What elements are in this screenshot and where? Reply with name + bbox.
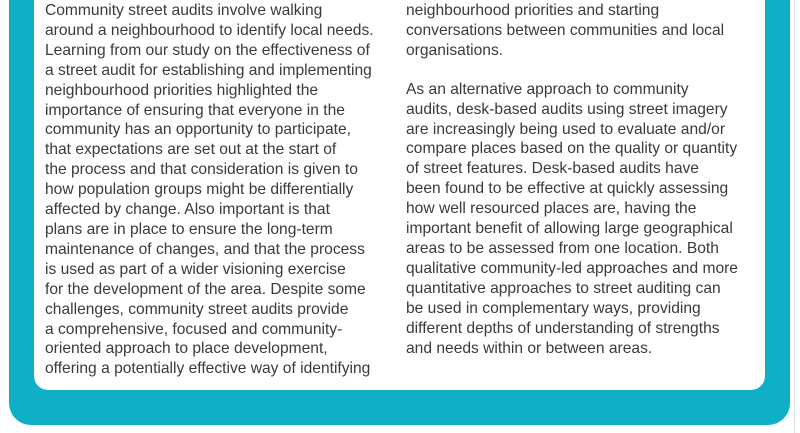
text-line: Learning from our study on the effectiveness of xyxy=(45,41,370,59)
text-line: conversations between communities and local xyxy=(406,21,725,39)
text-line: be used in complementary ways, providing xyxy=(406,299,701,317)
text-line: importance of ensuring that everyone in the xyxy=(45,101,345,119)
text-line: a comprehensive, focused and community- xyxy=(45,320,343,338)
text-line: that expectations are set out at the start of xyxy=(45,141,337,159)
text-line: audits, desk-based audits using street imagery xyxy=(406,100,728,118)
text-line: neighbourhood priorities highlighted the xyxy=(45,81,319,99)
text-line: been found to be effective at quickly assessing xyxy=(406,180,729,198)
text-line: important benefit of allowing large geographical xyxy=(406,220,733,238)
text-line: plans are in place to ensure the long-term xyxy=(45,220,333,238)
text-line: oriented approach to place development, xyxy=(45,340,328,358)
text-line: how well resourced places are, having the xyxy=(406,200,697,218)
paragraph-desk-based-audits xyxy=(406,80,756,359)
paragraph-continuation xyxy=(406,1,756,61)
text-line: areas to be assessed from one location. Both xyxy=(406,239,719,257)
right-column xyxy=(406,1,756,377)
text-line: neighbourhood priorities and starting xyxy=(406,2,660,19)
text-line: and needs within or between areas. xyxy=(406,339,653,357)
text-line: As an alternative approach to community xyxy=(406,80,689,98)
text-line: of street features. Desk-based audits have xyxy=(406,160,699,178)
text-line: qualitative community-led approaches and more xyxy=(406,259,738,277)
text-line: how population groups might be differentially xyxy=(45,181,354,199)
paragraph-community-audits xyxy=(45,1,395,379)
text-line: are increasingly being used to evaluate and/or xyxy=(406,120,726,138)
text-line: offering a potentially effective way of identifying xyxy=(45,360,371,378)
text-line: organisations. xyxy=(406,41,504,59)
text-line: is used as part of a wider visioning exercise xyxy=(45,260,346,278)
text-line: compare places based on the quality or quantity xyxy=(406,140,738,158)
text-line: around a neighbourhood to identify local needs. xyxy=(45,21,374,39)
text-line: a street audit for establishing and implementing xyxy=(45,61,372,79)
text-line: the process and that consideration is given to xyxy=(45,161,358,179)
text-line: community has an opportunity to participate, xyxy=(45,121,351,139)
text-line: Community street audits involve walking xyxy=(45,2,323,19)
text-line: affected by change. Also important is that xyxy=(45,201,330,219)
text-line: challenges, community street audits provide xyxy=(45,300,349,318)
text-line: different depths of understanding of strengths xyxy=(406,319,720,337)
text-line: quantitative approaches to street auditing can xyxy=(406,279,721,297)
left-column xyxy=(45,1,395,398)
page-edge xyxy=(794,0,795,433)
text-line: for the development of the area. Despite some xyxy=(45,280,366,298)
text-line: maintenance of changes, and that the process xyxy=(45,240,365,258)
